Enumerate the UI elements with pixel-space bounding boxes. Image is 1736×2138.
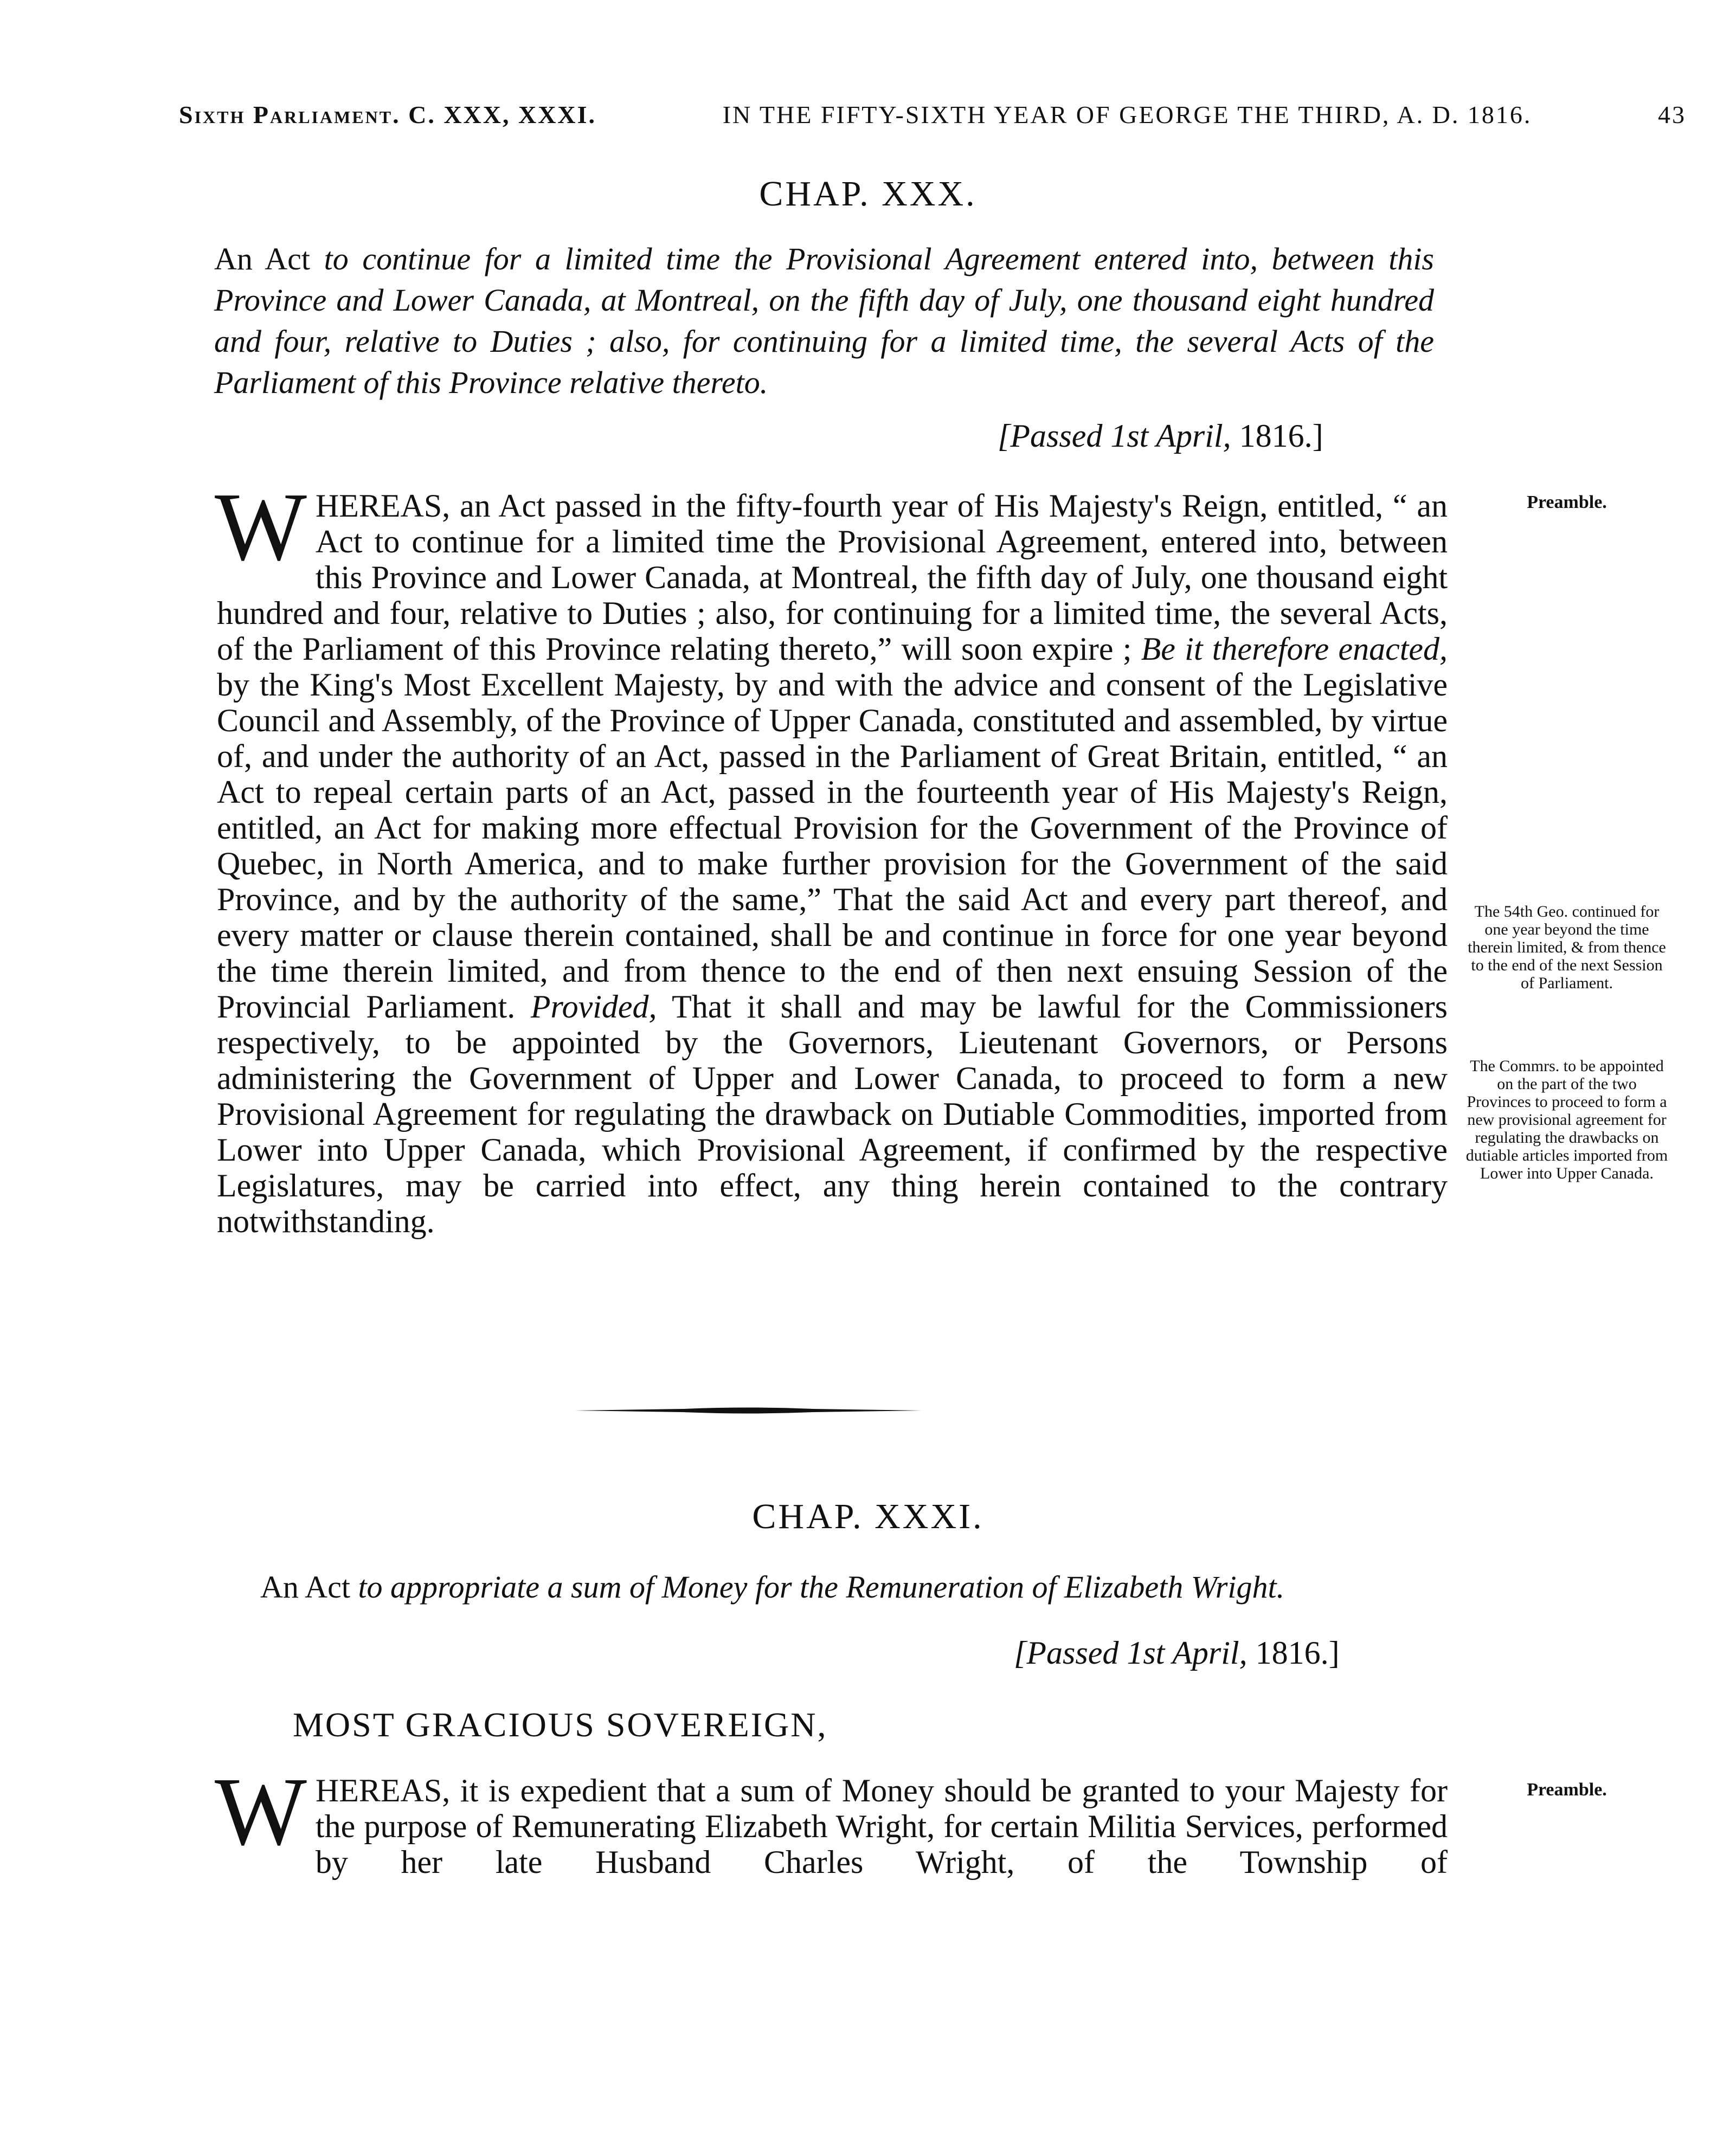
chapter-30-body — [215, 473, 1448, 1239]
passed-prefix-31: [Passed 1st April, — [1014, 1635, 1248, 1671]
drop-cap-31: W — [215, 1757, 307, 1865]
enacting-clause: Be it therefore enacted, — [1141, 631, 1448, 667]
act-lead: An Act — [214, 241, 311, 276]
section-divider-rule — [575, 1406, 922, 1415]
chapter-31-passed-date — [1014, 1634, 1340, 1672]
chapter-31-act-title — [260, 1567, 1453, 1608]
chapter-30-passed-date — [998, 417, 1323, 455]
chapter-31-title: CHAP. XXXI. — [752, 1497, 984, 1536]
header-left: Sixth Parliament. C. XXX, XXXI. — [179, 101, 597, 128]
act-title-text-31: to appropriate a sum of Money for the Remuneration of Elizabeth Wright. — [358, 1569, 1285, 1605]
passed-year: 1816.] — [1239, 418, 1323, 454]
running-header — [179, 100, 1686, 129]
body-part-3: That it shall and may be lawful for the Commissioners respectively, to be appointed by the Governors, Lieutenant Governors, or Persons administering the Government of Upper and Lower Canada, to proceed to form a new Provisional Agreement for regulating the drawback on Dutiable Commodities, imported from Lower into Upper Canada, which Provisional Agreement, if confirmed by the respective Legislatures, may be carried into effect, any thing herein contained to the contrary notwithstanding. — [217, 989, 1448, 1239]
chapter-30-act-title — [214, 239, 1434, 403]
chapter-30-title: CHAP. XXX. — [759, 174, 977, 214]
page-number: 43 — [1658, 101, 1686, 128]
passed-year-31: 1816.] — [1255, 1635, 1340, 1671]
body-part-2: by the King's Most Excellent Majesty, by and with the advice and consent of the Legislative Council and Assembly, of the Province of Upper Canada, constituted and assembled, by virtue of, and under the authority of an Act, passed in the Parliament of Great Britain, entitled, “ an Act to repeal certain parts of an Act, passed in the fourteenth year of His Majesty's Reign, entitled, an Act for making more effectual Provision for the Government of the Province of Quebec, in North America, and to make further provision for the Government of the said Province, and by the authority of the same,” That the said Act and every part thereof, and every matter or clause therein contained, shall be and continue in force for one year beyond the time therein limited, and from thence to the end of then next ensuing Session of the Provincial Parliament. — [217, 667, 1448, 1025]
body-part-1: HEREAS, an Act passed in the fifty-fourth year of His Majesty's Reign, entitled, “ an Act to continue for a limited time the Provisional Agreement, entered into, between this Province and Lower Canada, at Montreal, the fifth day of July, one thousand eight hundred and four, relative to Duties ; also, for continuing for a limited time, the several Acts, of the Parliament of this Province relating thereto,” will soon expire ; — [217, 488, 1448, 667]
margin-note-commissioners: The Commrs. to be appointed on the part of the two Provinces to proceed to form a new provisional agreement for regulating the drawbacks on dutiable articles imported from Lower into Upper Canada. — [1465, 1057, 1668, 1182]
passed-prefix: [Passed 1st April, — [998, 418, 1231, 454]
header-center: IN THE FIFTY-SIXTH YEAR OF GEORGE THE THIRD, A. D. 1816. — [722, 101, 1532, 128]
body-31-text: HEREAS, it is expedient that a sum of Money should be granted to your Majesty for the purpose of Remunerating Elizabeth Wright, for certain Militia Services, performed by her late Husband Charles Wright, of the Township of — [315, 1773, 1448, 1880]
margin-preamble-30: Preamble. — [1527, 492, 1607, 512]
chapter-31-body — [215, 1757, 1448, 1880]
act-lead-31: An Act — [260, 1569, 350, 1605]
drop-cap: W — [215, 473, 307, 581]
proviso-word: Provided, — [530, 989, 657, 1025]
margin-note-continuation: The 54th Geo. continued for one year beyond the time therein limited, & from thence to the end of the next Session of Parliament. — [1468, 903, 1666, 992]
margin-preamble-31: Preamble. — [1527, 1780, 1607, 1800]
salutation: MOST GRACIOUS SOVEREIGN, — [293, 1705, 828, 1744]
act-title-text: to continue for a limited time the Provisional Agreement entered into, between this Province and Lower Canada, at Montreal, on the fifth day of July, one thousand eight hundred and four, relative to Duties ; also, for continuing for a limited time, the several Acts of the Parliament of this Province relative thereto. — [214, 241, 1435, 400]
